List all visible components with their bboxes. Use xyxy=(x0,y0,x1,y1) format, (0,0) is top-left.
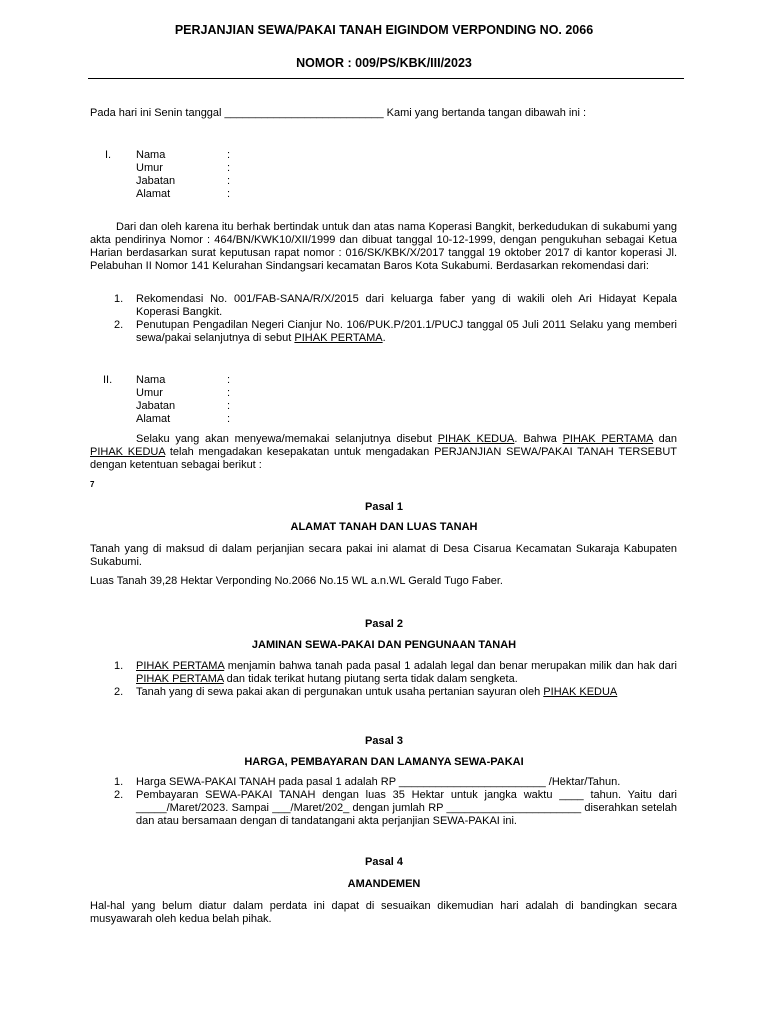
pasal1-label: Pasal 1 xyxy=(365,501,403,513)
pihak-kedua-term: PIHAK KEDUA xyxy=(543,686,618,698)
pasal2-label: Pasal 2 xyxy=(365,618,403,630)
pihak-pertama-term: PIHAK PERTAMA xyxy=(136,660,225,672)
document-number: NOMOR : 009/PS/KBK/III/2023 xyxy=(296,56,472,70)
pasal2-item xyxy=(136,660,677,686)
party2-text: . Bahwa xyxy=(514,433,563,445)
pasal3-item: Harga SEWA-PAKAI TANAH pada pasal 1 adalah RP ________________________ /Hektar/Tahun. xyxy=(136,776,621,788)
pasal2-item-text: dan tidak terikat hutang piutang serta tidak dalam sengketa. xyxy=(223,673,518,685)
party1-age-label: Umur xyxy=(136,162,163,174)
pasal3-label: Pasal 3 xyxy=(365,735,403,747)
recommendation-item: Rekomendasi No. 001/FAB-SANA/R/X/2015 dari keluarga faber yang di wakili oleh Ari Hidayat Kepala Koperasi Bangkit. xyxy=(136,293,677,318)
pasal4-label: Pasal 4 xyxy=(365,856,403,868)
header-divider xyxy=(88,78,684,79)
party1-colon: : xyxy=(227,175,231,187)
party1-address-label: Alamat xyxy=(136,188,171,200)
pasal4-paragraph: Hal-hal yang belum diatur dalam perdata ini dapat di sesuaikan dikemudian hari adalah di bandingkan secara musyawarah oleh kedua belah pihak. xyxy=(90,900,677,925)
pasal3-item-number: 2. xyxy=(114,789,124,801)
party1-colon: : xyxy=(227,149,231,161)
pihak-pertama-term: PIHAK PERTAMA xyxy=(562,433,653,445)
party2-numeral: II. xyxy=(103,374,113,386)
pasal2-item-number: 2. xyxy=(114,686,124,698)
recommendation-number: 2. xyxy=(114,319,124,331)
party2-colon: : xyxy=(227,374,231,386)
pihak-pertama-term: PIHAK PERTAMA xyxy=(294,332,383,344)
opening-text: Pada hari ini Senin tanggal xyxy=(90,107,225,119)
pasal4-heading: AMANDEMEN xyxy=(347,878,421,890)
party2-text: telah mengadakan kesepakatan untuk mengadakan PERJANJIAN SEWA/PAKAI TANAH TERSEBUT dengan ketentuan sebagai berikut : xyxy=(90,446,677,471)
party2-text: dan xyxy=(652,433,677,445)
party1-colon: : xyxy=(227,162,231,174)
pasal2-item-text: menjamin bahwa tanah pada pasal 1 adalah legal dan benar merupakan milik dan hak dari xyxy=(224,660,677,672)
party2-name-label: Nama xyxy=(136,374,166,386)
recommendation-item xyxy=(136,319,677,345)
party2-colon: : xyxy=(227,387,231,399)
pasal1-paragraph: Tanah yang di maksud di dalam perjanjian secara pakai ini alamat di Desa Cisarua Kecamatan Sukaraja Kabupaten Sukabumi. xyxy=(90,543,677,568)
party2-address-label: Alamat xyxy=(136,413,171,425)
pihak-pertama-term: PIHAK PERTAMA xyxy=(136,673,224,685)
opening-line xyxy=(90,107,690,120)
pasal2-item xyxy=(136,686,677,699)
pasal3-item: Pembayaran SEWA-PAKAI TANAH dengan luas 35 Hektar untuk jangka waktu ____ tahun. Yaitu dari _____/Maret/2023. Sampai ___/Maret/202_ dengan jumlah RP ______________________ diserahkan setelah dan atau bersamaan dengan di tandatangani akta perjanjian SEWA-PAKAI ini. xyxy=(136,789,677,827)
party1-description: Dari dan oleh karena itu berhak bertindak untuk dan atas nama Koperasi Bangkit, berkedudukan di sukabumi yang akta pendirinya Nomor : 464/BN/KWK10/XII/1999 dan dibuat tanggal 10-12-1999, dengan pengukuhan sebagai Ketua Harian berdasarkan surat keputusan rapat nomor : 016/SK/KBK/X/2017 tanggal 19 oktober 2017 di kantor koperasi Jl. Pelabuhan II Nomor 141 Kelurahan Sindangsari kecamatan Baros Kota Sukabumi. Berdasarkan rekomendasi dari: xyxy=(90,221,677,272)
party1-numeral: I. xyxy=(105,149,112,161)
document-title: PERJANJIAN SEWA/PAKAI TANAH EIGINDOM VERPONDING NO. 2066 xyxy=(174,23,594,37)
pasal2-item-text: Tanah yang di sewa pakai akan di pergunakan untuk usaha pertanian sayuran oleh xyxy=(136,686,544,698)
pasal3-item-number: 1. xyxy=(114,776,124,788)
party2-description xyxy=(90,433,677,472)
recommendation-end: . xyxy=(382,332,386,344)
party2-colon: : xyxy=(227,400,231,412)
party1-colon: : xyxy=(227,188,231,200)
pihak-kedua-term: PIHAK KEDUA xyxy=(90,446,166,458)
party2-colon: : xyxy=(227,413,231,425)
date-blank: __________________________ xyxy=(224,107,384,119)
pasal1-area: Luas Tanah 39,28 Hektar Verponding No.2066 No.15 WL a.n.WL Gerald Tugo Faber. xyxy=(90,575,503,587)
party2-position-label: Jabatan xyxy=(136,400,176,412)
pasal1-heading: ALAMAT TANAH DAN LUAS TANAH xyxy=(290,521,478,533)
opening-text-end: Kami yang bertanda tangan dibawah ini : xyxy=(383,107,587,119)
pasal3-heading: HARGA, PEMBAYARAN DAN LAMANYA SEWA-PAKAI xyxy=(244,756,524,768)
stray-mark: 7 xyxy=(90,480,95,489)
pihak-kedua-term: PIHAK KEDUA xyxy=(437,433,515,445)
pasal2-heading: JAMINAN SEWA-PAKAI DAN PENGUNAAN TANAH xyxy=(251,639,517,651)
recommendation-text: Penutupan Pengadilan Negeri Cianjur No. 106/PUK.P/201.1/PUCJ tanggal 05 Juli 2011 Selaku yang memberi sewa/pakai selanjutnya di sebut xyxy=(136,319,677,344)
pasal2-item-number: 1. xyxy=(114,660,124,672)
recommendation-number: 1. xyxy=(114,293,124,305)
party1-name-label: Nama xyxy=(136,149,166,161)
party1-position-label: Jabatan xyxy=(136,175,176,187)
party2-text: Selaku yang akan menyewa/memakai selanjutnya disebut xyxy=(136,433,438,445)
party2-age-label: Umur xyxy=(136,387,163,399)
